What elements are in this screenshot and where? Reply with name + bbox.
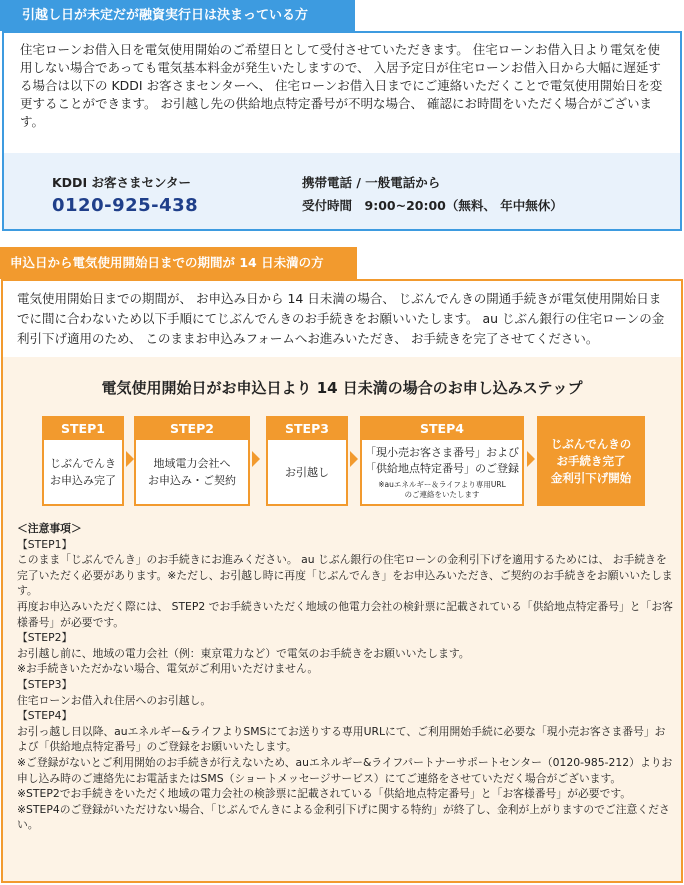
notes-section — [17, 521, 673, 833]
contact-name: KDDI お客さまセンター — [52, 175, 191, 190]
note-step4-text2: ※ご登録がないとご利用開始のお手続きが行えないため、auエネルギー&ライフパートナーサポートセンター（0120-985-212）よりお申し込み時のご連絡先にお電話またはSMS（ショートメッセージサービス）にてご連絡をさせていただく場合がございます。 — [17, 755, 673, 785]
note-step1-text2: 再度お申込みいただく際には、 STEP2 でお手続きいただく地域の他電力会社の検針票に記載されている「供給地点特定番号」と「お客様番号」が必要です。 — [17, 599, 673, 629]
step4-line1: 「現小売お客さま番号」および — [365, 445, 519, 459]
note-step3-head: 【STEP3】 — [17, 677, 73, 691]
section2-title: 申込日から電気使用開始日までの期間が 14 日未満の方 — [0, 247, 357, 279]
arrow-right-icon — [350, 451, 358, 467]
step1-line2: お申込み完了 — [50, 474, 116, 487]
final-result-card — [537, 416, 645, 506]
step2-label: STEP2 — [136, 418, 248, 440]
note-step4-text4: ※STEP4のご登録がいただけない場合、「じぶんでんきによる金利引下げに関する特約」が終了し、金利が上がりますのでご注意ください。 — [17, 802, 670, 832]
step3-card — [266, 416, 348, 506]
note-step2-text: お引越し前に、地域の電力会社（例：東京電力など）で電気のお手続きをお願いいたします。 — [17, 646, 470, 660]
step4-card — [360, 416, 524, 506]
step1-label: STEP1 — [44, 418, 122, 440]
contact-hours: 受付時間 9:00~20:00（無料、 年中無休） — [302, 198, 563, 213]
step3-label: STEP3 — [268, 418, 346, 440]
final-line2: お手続き完了 — [556, 453, 626, 468]
note-step2-head: 【STEP2】 — [17, 631, 73, 645]
note-step4-text3: ※STEP2でお手続きをいただく地域の電力会社の検診票に記載されている「供給地点特定番号」と「お客様番号」が必要です。 — [17, 787, 632, 801]
note-step4-text: お引っ越し日以降、auエネルギー&ライフよりSMSにてお送りする専用URLにて、ご利用開始手続に必要な「現小売お客さま番号」および「供給地点特定番号」のご登録をお願いいたします。 — [17, 724, 666, 754]
step2-line2: お申込み・ご契約 — [148, 474, 236, 487]
final-line1: じぶんでんきの — [550, 436, 632, 451]
step2-line1: 地域電力会社へ — [153, 457, 231, 470]
note-step3-text: 住宅ローンお借入れ住居へのお引越し。 — [17, 693, 212, 707]
note-step1-text: このまま「じぶんでんき」のお手続きにお進みください。 au じぶん銀行の住宅ローンの金利引下げを適用するためには、 お手続きを完了いただく必要があります。※ただし、お引越し時に再度「じぶんでんき」をお申込みいただき、ご契約のお手続きをお願いいたします。 — [17, 553, 673, 598]
section1-body: 住宅ローンお借入日を電気使用開始のご希望日として受付させていただきます。 住宅ローンお借入日より電気を使用しない場合であっても電気基本料金が発生いたしますので、 入居予定日が住宅ローンお借入日から大幅に遅延する場合は以下の KDDI お客さまセンターへ、 住宅ローンお借入日までにご連絡いただくことで電気使用開始日を変更することができます。 お引越し先の供給地点特定番号が不明な場合、 確認にお時間をいただく場合がございます。 — [20, 42, 663, 129]
contact-number: 0120-925-438 — [52, 195, 199, 216]
step4-label: STEP4 — [362, 418, 522, 440]
step1-card — [42, 416, 124, 506]
contact-panel — [4, 153, 680, 229]
contact-phone-type: 携帯電話 / 一般電話から — [302, 175, 441, 190]
arrow-right-icon — [252, 451, 260, 467]
step3-line1: お引越し — [285, 465, 329, 479]
section2-body: 電気使用開始日までの期間が、 お申込み日から 14 日未満の場合、 じぶんでんきの開通手続きが電気使用開始日までに間に合わないため以下手順にてじぶんでんきのお手続きをお願いいたします。 au じぶん銀行の住宅ローンの金利引下げ適用のため、 このままお申込みフォームへお進みいただき、 お手続きを完了させてください。 — [17, 291, 665, 346]
step2-card — [134, 416, 250, 506]
section2-box — [1, 279, 683, 883]
steps-panel — [3, 357, 681, 881]
final-line3: 金利引下げ開始 — [550, 470, 632, 485]
step4-note2: のご連絡をいたします — [404, 489, 480, 499]
notes-title: ＜注意事項＞ — [17, 522, 82, 535]
step1-line1: じぶんでんき — [50, 457, 116, 470]
note-step1-head: 【STEP1】 — [17, 537, 73, 551]
arrow-right-icon — [527, 451, 535, 467]
steps-title: 電気使用開始日がお申込日より 14 日未満の場合のお申し込みステップ — [101, 379, 583, 397]
note-step4-head: 【STEP4】 — [17, 709, 73, 723]
note-step2-text2: ※お手続きいただかない場合、電気がご利用いただけません。 — [17, 662, 319, 676]
section1-box — [2, 31, 682, 231]
step4-note1: ※auエネルギー＆ライフより専用URL — [378, 479, 506, 489]
section1-title: 引越し日が未定だが融資実行日は決まっている方 — [0, 0, 355, 31]
arrow-right-icon — [126, 451, 134, 467]
step4-line2: 「供給地点特定番号」のご登録 — [365, 461, 519, 475]
